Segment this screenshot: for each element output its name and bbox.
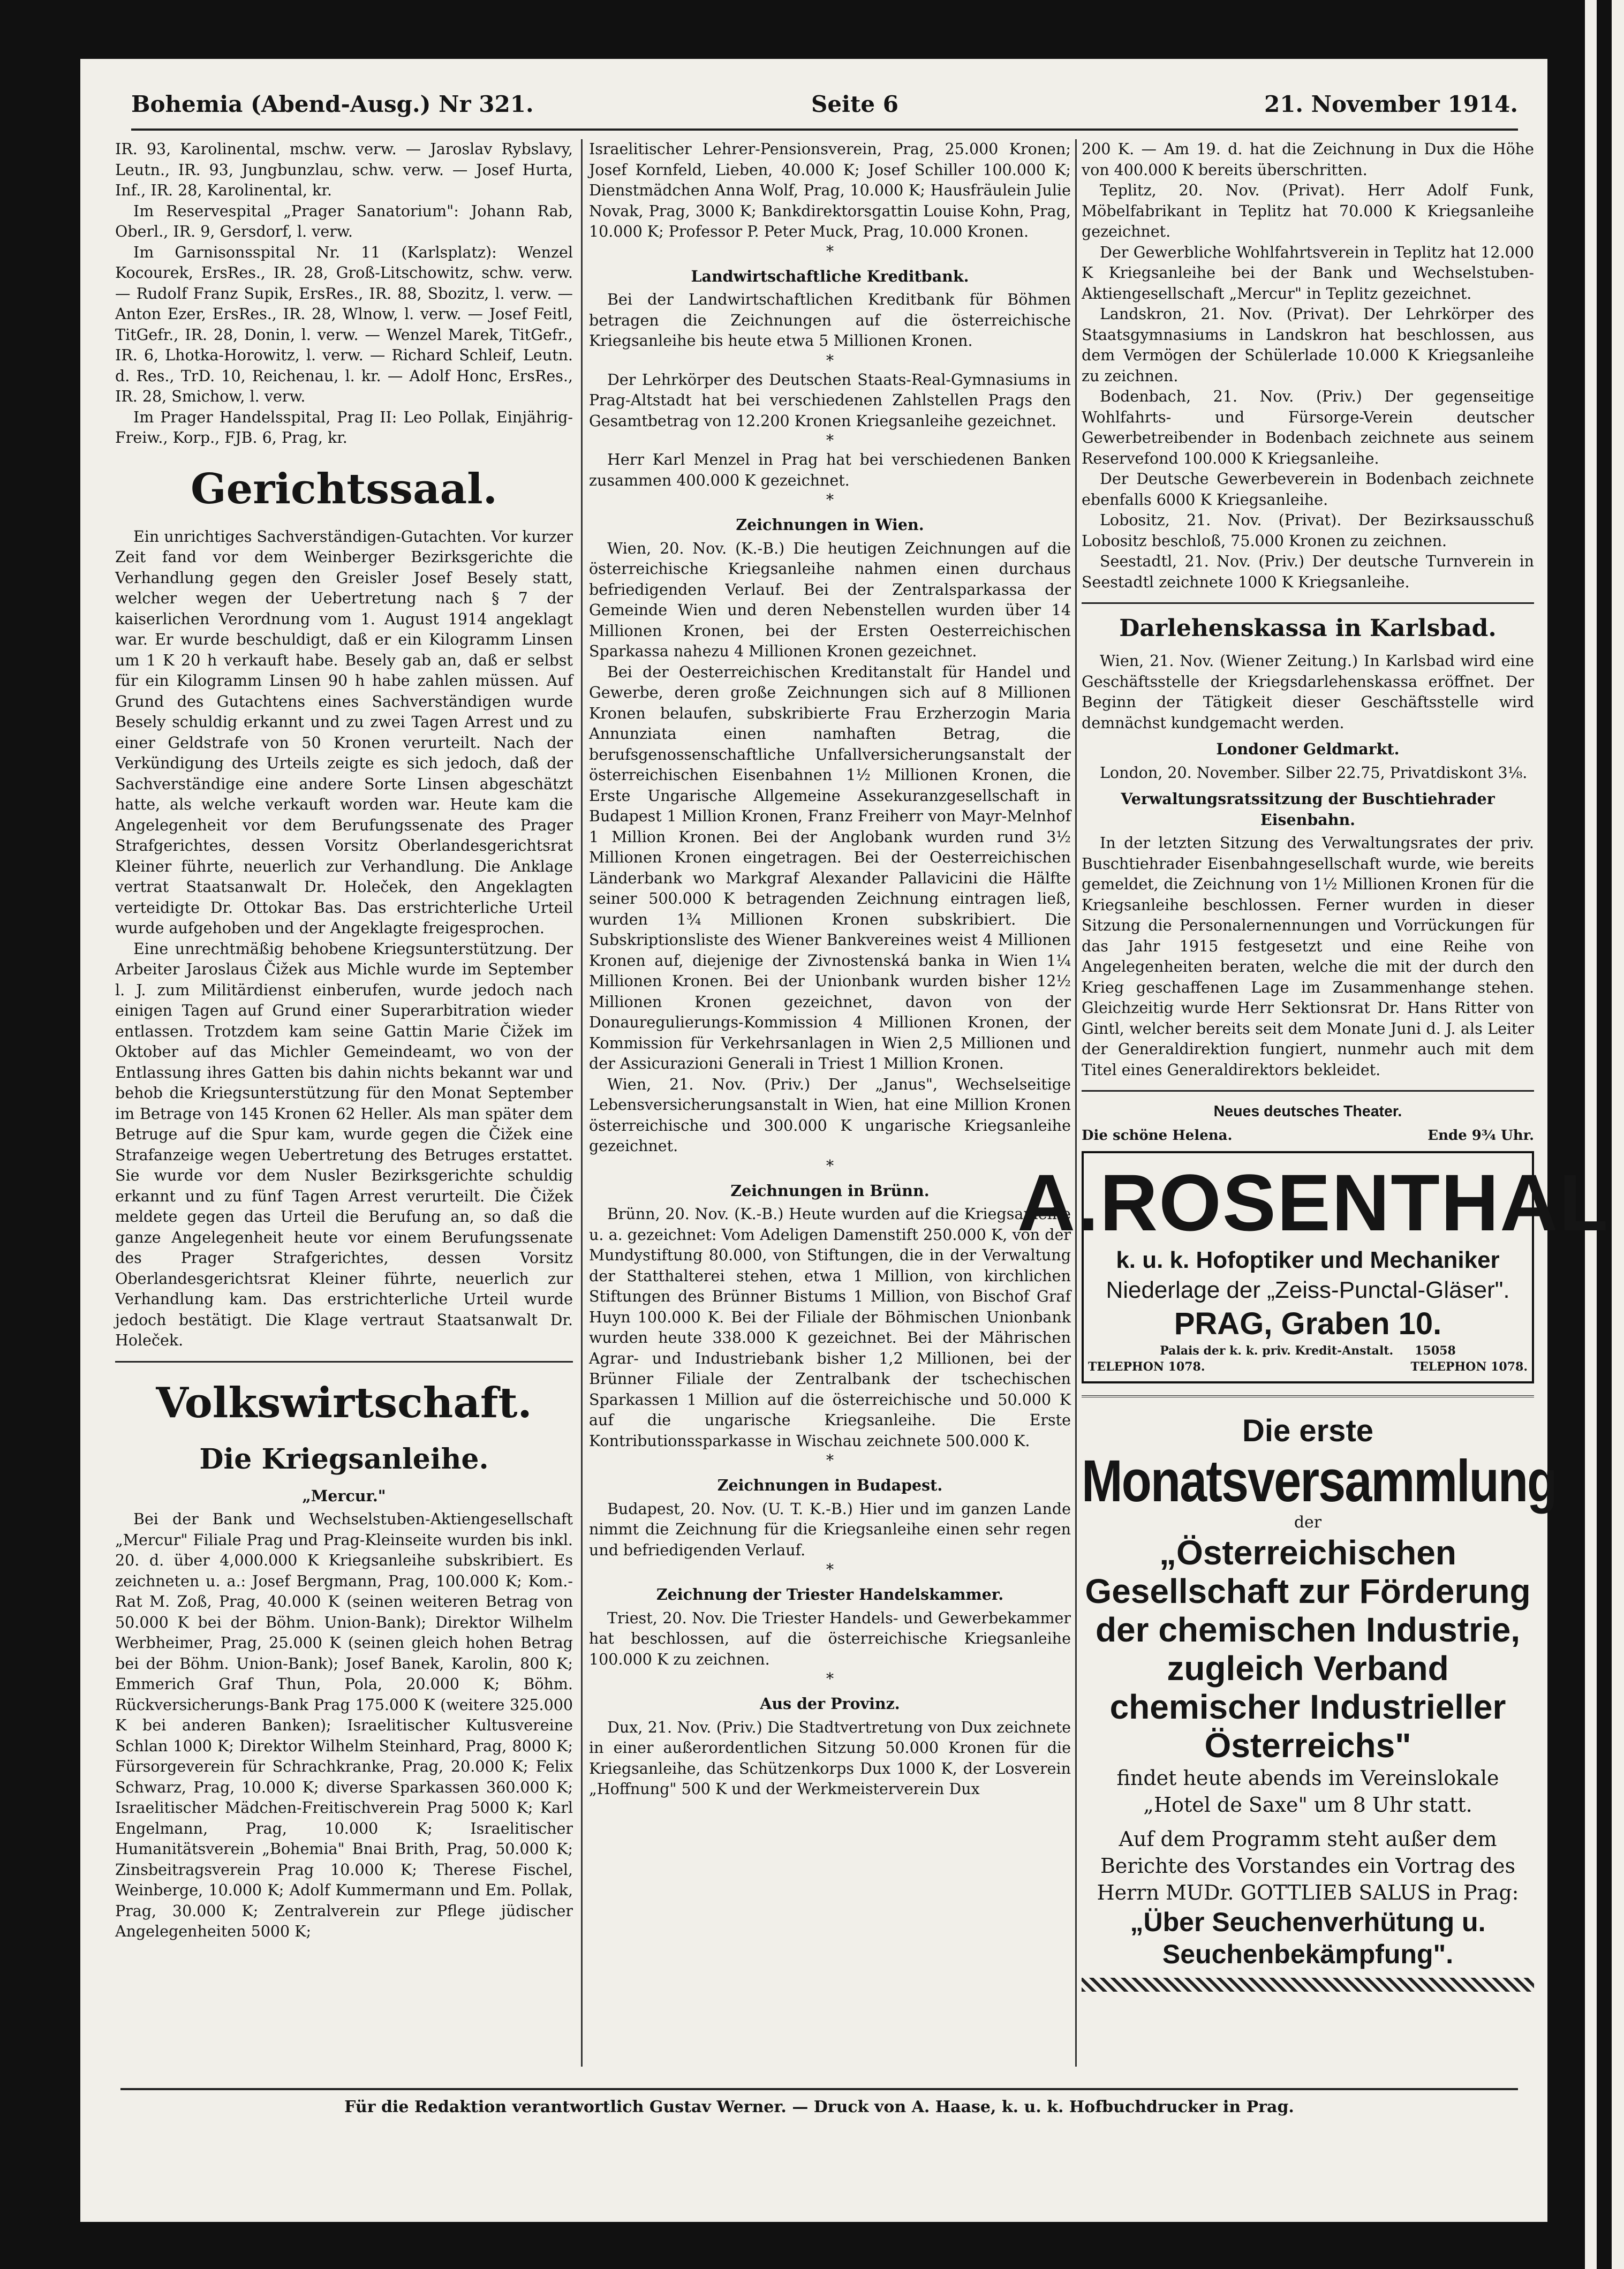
article-paragraph: Herr Karl Menzel in Prag hat bei verschiedenen Banken zusammen 400.000 K gezeichnet. <box>589 451 1071 489</box>
article-paragraph: Seestadtl, 21. Nov. (Priv.) Der deutsche Turnverein in Seestadtl zeichnete 1000 K Kriegsanleihe. <box>1082 553 1534 591</box>
ad-telephone: TELEPHON 1078. <box>1088 1360 1205 1374</box>
separator-asterisk: * <box>826 1156 834 1175</box>
header-publication: Bohemia (Abend-Ausg.) Nr 321. <box>131 91 534 117</box>
ad-organisation: „Österreichischen Gesellschaft zur Förderung der chemischen Industrie, zugleich Verband chemischer Industrieller Österreichs" <box>1085 1533 1531 1765</box>
subheading: Aus der Provinz. <box>760 1695 900 1713</box>
article-paragraph: Israelitischer Lehrer-Pensionsverein, Prag, 25.000 Kronen; Josef Kornfeld, Lieben, 40.000 K; Josef Schiller 100.000 K; Dienstmädchen Anna Wolf, Prag, 10.000 K; Hausfräulein Julie Novak, Prag, 3000 K; Bankdirektorsgattin Louise Kohn, Prag, 10.000 K; Professor P. Peter Muck, Prag, 10.000 Kronen. <box>589 140 1071 240</box>
theater-listing <box>1082 1125 1534 1146</box>
column-1 <box>115 139 573 2077</box>
newspaper-page <box>80 59 1610 2222</box>
article-paragraph: Lobositz, 21. Nov. (Privat). Der Bezirksausschuß Lobositz beschloß, 75.000 Kronen zu zeichnen. <box>1082 511 1534 550</box>
adjacent-page-strip <box>1612 0 1624 2269</box>
column-2 <box>589 139 1071 2077</box>
ad-title-line: Die erste <box>1242 1413 1374 1448</box>
page-header <box>131 86 1518 131</box>
theater-play: Die schöne Helena. <box>1082 1127 1233 1144</box>
decorative-border <box>1082 1978 1534 1992</box>
ad-title: Monatsversammlung <box>1082 1448 1557 1515</box>
rosenthal-logo <box>1017 1158 1610 1247</box>
separator-asterisk: * <box>826 1670 834 1688</box>
article-paragraph: Triest, 20. Nov. Die Triester Handels- und Gewerbekammer hat beschlossen, auf die österreichische Kriegsanleihe 100.000 K zu zeichnen. <box>589 1609 1071 1668</box>
separator-asterisk: * <box>826 1451 834 1469</box>
article-paragraph: Bei der Bank und Wechselstuben-Aktiengesellschaft „Mercur" Filiale Prag und Prag-Kleinseite wurden bis inkl. 20. d. über 4,000.000 K Kriegsanleihe subskribiert. Es zeichneten u. a.: Josef Bergmann, Prag, 100.000 K; Kom.-Rat M. Zoß, Prag, 40.000 K (seinen weiteren Betrag von 50.000 K bei der Böhm. Union-Bank); Direktor Wilhelm Werbheimer, Prag, 25.000 K (seinen gleich hohen Betrag bei der Böhm. Union-Bank); Josef Banek, Karolin, 800 K; Emmerich Graf Thun, Pola, 20.000 K; Böhm. Rückversicherungs-Bank Prag 175.000 K (weitere 325.000 K bei anderen Banken); Israelitischer Kultusvereine Schlan 1000 K; Direktor Wilhelm Steinhard, Prag, 8000 K; Fürsorgeverein für Schrachkranke, Prag, 20.000 K; Felix Schwarz, Prag, 10.000 K; diverse Sparkassen 360.000 K; Israelitischer Mädchen-Freitischverein Prag 5000 K; Karl Engelmann, Prag, 10.000 K; Israelitischer Humanitätsverein „Bohemia" Bnai Brith, Prag, 50.000 K; Zinsbeitragsverein Prag 10.000 K; Therese Fischel, Weinberge, 10.000 K; Adolf Kummermann und Em. Pollak, Prag, 30.000 K; Zentralverein zur Pflege jüdischer Angelegenheiten 5000 K; <box>115 1510 573 1940</box>
ad-line: Niederlage der „Zeiss-Punctal-Gläser". <box>1106 1277 1510 1303</box>
rosenthal-advertisement <box>1017 1151 1610 1383</box>
subheading: Zeichnungen in Budapest. <box>717 1476 943 1494</box>
theater-heading: Neues deutsches Theater. <box>1213 1103 1402 1120</box>
divider <box>1082 1395 1534 1400</box>
article-paragraph: Ein unrichtiges Sachverständigen-Gutachten. Vor kurzer Zeit fand vor dem Weinberger Bezirksgerichte die Verhandlung gegen den Greisler Josef Besely statt, welcher wegen der Uebertretung nach § 7 der kaiserlichen Verordnung vom 1. August 1914 angeklagt war. Er wurde beschuldigt, daß er ein Kilogramm Linsen um 1 K 20 h verkauft habe. Besely gab an, daß er selbst für ein Kilogramm Linsen 90 h habe zahlen müssen. Auf Grund des Gutachtens eines Sachverständigen wurde Besely schuldig erkannt und zu zwei Tagen Arrest und zu einer Geldstrafe von 50 Kronen verurteilt. Nach der Verkündigung des Urteils zeigte es sich jedoch, daß der Sachverständige eine andere Sorte Linsen abgeschätzt hatte, als welche verkauft worden war. Heute kam die Angelegenheit vor dem Berufungssenate des Prager Strafgerichtes, dessen Vorsitz Oberlandesgerichtsrat Kleiner führte, neuerlich zur Verhandlung. Die Anklage vertrat Staatsanwalt Dr. Holeček, den Angeklagten verteidigte Dr. Ottokar Bas. Das erstrichterliche Urteil wurde aufgehoben und der Angeklagte freigesprochen. <box>115 527 573 937</box>
article-paragraph: Wien, 21. Nov. (Priv.) Der „Janus", Wechselseitige Lebensversicherungsanstalt in Wien, hat eine Million Kronen österreichische und 300.000 K ungarische Kriegsanleihe gezeichnet. <box>589 1075 1071 1155</box>
subheading: Zeichnungen in Wien. <box>736 516 924 534</box>
ad-line <box>1088 1343 1528 1359</box>
ad-telephone: TELEPHON 1078. <box>1410 1360 1528 1374</box>
column-3 <box>1017 139 1610 2077</box>
ad-address: PRAG, Graben 10. <box>1174 1306 1442 1341</box>
divider <box>1082 1090 1534 1092</box>
article-paragraph: Dux, 21. Nov. (Priv.) Die Stadtvertretung von Dux zeichnete in einer außerordentlichen Sitzung 50.000 Kronen für die Kriegsanleihe, das Schützenkorps Dux 1000 K, der Losverein „Hoffnung" 500 K und der Werkmeisterverein Dux <box>589 1718 1071 1798</box>
ad-line: Auf dem Programm steht außer dem Berichte des Vorstandes ein Vortrag des Herrn MUDr. GOTTLIEB SALUS in Prag: <box>1097 1827 1519 1904</box>
separator-asterisk: * <box>826 351 834 369</box>
separator-asterisk: * <box>826 242 834 260</box>
article-heading: Darlehenskassa in Karlsbad. <box>1119 615 1497 642</box>
ad-number: 15058 <box>1415 1344 1456 1358</box>
ad-telephone-row <box>1088 1359 1528 1375</box>
article-paragraph: 200 K. — Am 19. d. hat die Zeichnung in Dux die Höhe von 400.000 K bereits überschritten. <box>1082 140 1534 179</box>
separator-asterisk: * <box>826 491 834 509</box>
separator-asterisk: * <box>826 1561 834 1578</box>
article-paragraph: Wien, 20. Nov. (K.-B.) Die heutigen Zeichnungen auf die österreichische Kriegsanleihe nahmen einen durchaus befriedigenden Verlauf. Bei der Zentralsparkassa der Gemeinde Wien und deren Nebenstellen wurden über 14 Millionen Kronen, bei der Ersten Oesterreichischen Sparkassa nahezu 4 Millionen Kronen gezeichnet. <box>589 539 1071 660</box>
separator-asterisk: * <box>826 432 834 449</box>
ad-line: findet heute abends im Vereinslokale „Hotel de Saxe" um 8 Uhr statt. <box>1116 1766 1499 1817</box>
divider <box>115 1361 573 1363</box>
ad-lecture-title: „Über Seuchenverhütung u. Seuchenbekämpfung". <box>1130 1907 1486 1969</box>
page-footer: Für die Redaktion verantwortlich Gustav Werner. — Druck von A. Haase, k. u. k. Hofbuchdrucker in Prag. <box>120 2088 1518 2130</box>
section-heading-volkswirtschaft: Volkswirtschaft. <box>156 1378 532 1427</box>
theater-end-time: Ende 9¾ Uhr. <box>1427 1127 1534 1144</box>
article-heading: Die Kriegsanleihe. <box>199 1442 489 1476</box>
rosenthal-name: A.ROSENTHAL <box>1017 1158 1610 1247</box>
section-heading-gerichtssaal: Gerichtssaal. <box>191 464 497 513</box>
article-paragraph: Der Lehrkörper des Deutschen Staats-Real-Gymnasiums in Prag-Altstadt hat bei verschiedenen Zahlstellen Prags den Gesamtbetrag von 12.200 Kronen Kriegsanleihe gezeichnet. <box>589 370 1071 430</box>
casualty-list: Im Prager Handelsspital, Prag II: Leo Pollak, Einjährig-Freiw., Korp., FJB. 6, Prag, kr. <box>115 408 573 447</box>
divider <box>1082 602 1534 604</box>
monatsversammlung-advertisement <box>1082 1411 1557 1992</box>
article-paragraph: Eine unrechtmäßig behobene Kriegsunterstützung. Der Arbeiter Jaroslaus Čižek aus Michle wurde im September l. J. zum Militärdienst einberufen, wurde jedoch nach einigen Tagen auf Grund einer Superarbitration wieder entlassen. Trotzdem kam seine Gattin Marie Čižek im Oktober auf das Michler Gemeindeamt, wo von der Entlassung ihres Gatten bis dahin nichts bekannt war und behob die Kriegsunterstützung für den Monat September im Betrage von 145 Kronen 62 Heller. Als man später dem Betruge auf die Spur kam, wurde gegen die Čižek eine Strafanzeige wegen Uebertretung des Betruges erstattet. Sie wurde vor dem Nusler Bezirksgerichte schuldig erkannt und zu fünf Tagen Arrest verurteilt. Die Čižek meldete gegen das Urteil die Berufung an, so daß die ganze Angelegenheit heute vor einem Berufungssenate des Prager Strafgerichtes, dessen Vorsitz Oberlandesgerichtsrat Kleiner führte, neuerlich zur Verhandlung kam. Das erstrichterliche Urteil wurde jedoch bestätigt. Die Klage vertraut Staatsanwalt Dr. Holeček. <box>115 940 573 1349</box>
article-paragraph: London, 20. November. Silber 22.75, Privatdiskont 3⅛. <box>1100 763 1528 782</box>
subheading: „Mercur." <box>302 1486 386 1505</box>
article-paragraph: Teplitz, 20. Nov. (Privat). Herr Adolf Funk, Möbelfabrikant in Teplitz hat 70.000 K Kriegsanleihe gezeichnet. <box>1082 181 1534 240</box>
ad-line: k. u. k. Hofoptiker und Mechaniker <box>1116 1247 1500 1273</box>
subheading: Zeichnungen in Brünn. <box>730 1181 930 1200</box>
casualty-list: Im Garnisonsspital Nr. 11 (Karlsplatz): Wenzel Kocourek, ErsRes., IR. 28, Groß-Litschowitz, schw. verw. — Rudolf Franz Supik, ErsRes., IR. 88, Sbozitz, l. verw. — Anton Ezer, ErsRes., IR. 28, Wlnow, l. verw. — Josef Feitl, TitGefr., IR. 28, Donin, l. verw. — Wenzel Marek, TitGefr., IR. 6, Lhotka-Horowitz, l. verw. — Richard Schleif, Leutn. d. Res., TrD. 10, Reichenau, l. kr. — Adolf Honc, ErsRes., IR. 28, Smichow, l. verw. <box>115 243 573 405</box>
subheading: Londoner Geldmarkt. <box>1216 740 1400 758</box>
article-paragraph: Landskron, 21. Nov. (Privat). Der Lehrkörper des Staatsgymnasiums in Landskron hat beschlossen, aus dem Vermögen der Schülerlade 10.000 K Kriegsanleihe zu zeichnen. <box>1082 305 1534 385</box>
casualty-list: IR. 93, Karolinental, mschw. verw. — Jaroslav Rybslavy, Leutn., IR. 93, Jungbunzlau, schw. verw. — Josef Hurta, Inf., IR. 28, Karolinental, kr. <box>115 140 573 199</box>
casualty-list: Im Reservespital „Prager Sanatorium": Johann Rab, Oberl., IR. 9, Gersdorf, l. verw. <box>115 202 573 240</box>
ad-line: der <box>1294 1513 1322 1532</box>
column-rule <box>581 139 583 2067</box>
article-paragraph: In der letzten Sitzung des Verwaltungsrates der priv. Buschtiehrader Eisenbahngesellschaft wurde, wie bereits gemeldet, die Zeichnung von 1½ Millionen Kronen für die Kriegsanleihe beschlossen. Ferner wurden in dieser Sitzung die Personalernennungen und Vorrückungen für das Jahr 1915 festgesetzt und eine Reihe von Angelegenheiten beraten, welche die mit der durch den Krieg geschaffenen Lage im Zusammenhange stehen. Gleichzeitig wurde Herr Sektionsrat Dr. Hans Ritter von Gintl, welcher bereits seit dem Monate Juni d. J. als Leiter der Generaldirektion fungiert, nunmehr auch mit dem Titel eines Generaldirektors bekleidet. <box>1082 834 1534 1079</box>
article-paragraph: Der Gewerbliche Wohlfahrtsverein in Teplitz hat 12.000 K Kriegsanleihe bei der Bank und Wechselstuben-Aktiengesellschaft „Mercur" in Teplitz gezeichnet. <box>1082 243 1534 302</box>
column-rule <box>1075 139 1077 2067</box>
article-paragraph: Bei der Landwirtschaftlichen Kreditbank für Böhmen betragen die Zeichnungen auf die österreichische Kriegsanleihe bis heute etwa 5 Millionen Kronen. <box>589 291 1071 350</box>
article-paragraph: Bei der Oesterreichischen Kreditanstalt für Handel und Gewerbe, deren große Zeichnungen sich auf 8 Millionen Kronen belaufen, subskribierte Frau Erzherzogin Maria Annunziata einen namhaften Betrag, die berufsgenossenschaftliche Unfallversicherungsanstalt der österreichischen Eisenbahnen 1½ Millionen Kronen, die Erste Ungarische Allgemeine Assekuranzgesellschaft in Budapest 1 Million Kronen, Franz Freiherr von Mayr-Melnhof 1 Million Kronen. Bei der Anglobank wurden rund 3½ Millionen Kronen eingetragen. Bei der Oesterreichischen Länderbank wo Markgraf Alexander Pallavicini die Hälfte seiner 500.000 K betragenden Zeichnung eintragen ließ, wurden 1¾ Millionen Kronen subskribiert. Die Subskriptionsliste des Wiener Bankvereines weist 4 Millionen Kronen auf, diejenige der Zivnostenská banka in Wien 1¼ Millionen Kronen. Bei der Unionbank wurden bisher 12½ Millionen Kronen gezeichnet, davon von der Donauregulierungs-Kommission 4 Millionen Kronen, der Kommission für Verkehrsanlagen in Wien 2,5 Millionen und der Assicurazioni Generali in Triest 1 Million Kronen. <box>589 663 1071 1072</box>
header-page-number: Seite 6 <box>811 91 898 117</box>
subheading: Verwaltungsratssitzung der Buschtiehrader Eisenbahn. <box>1121 790 1495 829</box>
header-date: 21. November 1914. <box>1264 91 1518 117</box>
article-paragraph: Der Deutsche Gewerbeverein in Bodenbach zeichnete ebenfalls 6000 K Kriegsanleihe. <box>1082 470 1534 509</box>
article-paragraph: Wien, 21. Nov. (Wiener Zeitung.) In Karlsbad wird eine Geschäftsstelle der Kriegsdarlehenskassa eröffnet. Der Beginn der Tätigkeit dieser Geschäftsstelle wird demnächst kundgemacht werden. <box>1082 652 1534 732</box>
subheading: Zeichnung der Triester Handelskammer. <box>656 1585 1004 1604</box>
ad-palais: Palais der k. k. priv. Kredit-Anstalt. <box>1160 1344 1394 1358</box>
adjacent-page-strip <box>1585 0 1597 2269</box>
subheading: Landwirtschaftliche Kreditbank. <box>691 267 969 285</box>
article-paragraph: Bodenbach, 21. Nov. (Priv.) Der gegenseitige Wohlfahrts- und Fürsorge-Verein deutscher Gewerbetreibender in Bodenbach zeichnete aus seinem Reservefond 100.000 K Kriegsanleihe. <box>1082 388 1534 467</box>
article-paragraph: Budapest, 20. Nov. (U. T. K.-B.) Hier und im ganzen Lande nimmt die Zeichnung für die Kriegsanleihe einen sehr regen und befriedigenden Verlauf. <box>589 1500 1071 1559</box>
article-paragraph: Brünn, 20. Nov. (K.-B.) Heute wurden auf die Kriegsanleihe u. a. gezeichnet: Vom Adeligen Damenstift 250.000 K, von der Mundystiftung 80.000, von Stiftungen, die in der Verwaltung der Statthalterei stehen, etwa 1 Million, von kirchlichen Stiftungen des Brünner Bistums 1 Million, von Bischof Graf Huyn 100.000 K. Bei der Filiale der Böhmischen Unionbank wurden heute 338.000 K gezeichnet. Bei der Mährischen Agrar- und Industriebank bisher 1,2 Millionen, bei der Brünner Filiale der Zentralbank der tschechischen Sparkassen 1 Million auf die österreichische und 50.000 K auf die ungarische Kriegsanleihe. Die Erste Kontributionssparkasse in Wischau zeichnete 500.000 K. <box>589 1205 1071 1450</box>
